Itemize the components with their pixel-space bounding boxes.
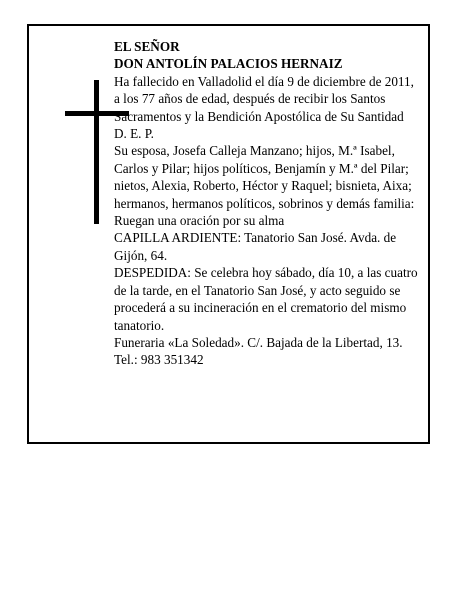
farewell-info: DESPEDIDA: Se celebra hoy sábado, día 10, a las cuatro de la tarde, en el Tanatorio San José, y acto seguido se procederá a su incineración en el crematorio del mismo tanatorio.	[114, 265, 418, 333]
death-notice: Ha fallecido en Valladolid el día 9 de diciembre de 2011, a los 77 años de edad, después de recibir los Santos Sacramentos y la Bendición Apostólica de Su Santidad	[114, 73, 414, 124]
deceased-name: DON ANTOLÍN PALACIOS HERNAIZ	[114, 56, 343, 72]
prayer-request: Ruegan una oración por su alma	[114, 213, 285, 229]
chapel-info: CAPILLA ARDIENTE: Tanatorio San José. Avda. de Gijón, 64.	[114, 230, 397, 263]
cross-vertical-bar	[94, 80, 99, 224]
family-list: Su esposa, Josefa Calleja Manzano; hijos, M.ª Isabel, Carlos y Pilar; hijos políticos, Benjamín y M.ª del Pilar; nietos, Alexia, Roberto, Héctor y Raquel; bisnieta, Aixa; hermanos, hermanos políticos, sobrinos y demás familia:	[114, 143, 415, 211]
phone-number: Tel.: 983 351342	[114, 352, 204, 368]
obituary-text	[114, 38, 422, 369]
dep-line: D. E. P.	[114, 126, 154, 142]
funeral-home: Funeraria «La Soledad». C/. Bajada de la Libertad, 13.	[114, 334, 403, 350]
title-line-1: EL SEÑOR	[114, 39, 180, 54]
